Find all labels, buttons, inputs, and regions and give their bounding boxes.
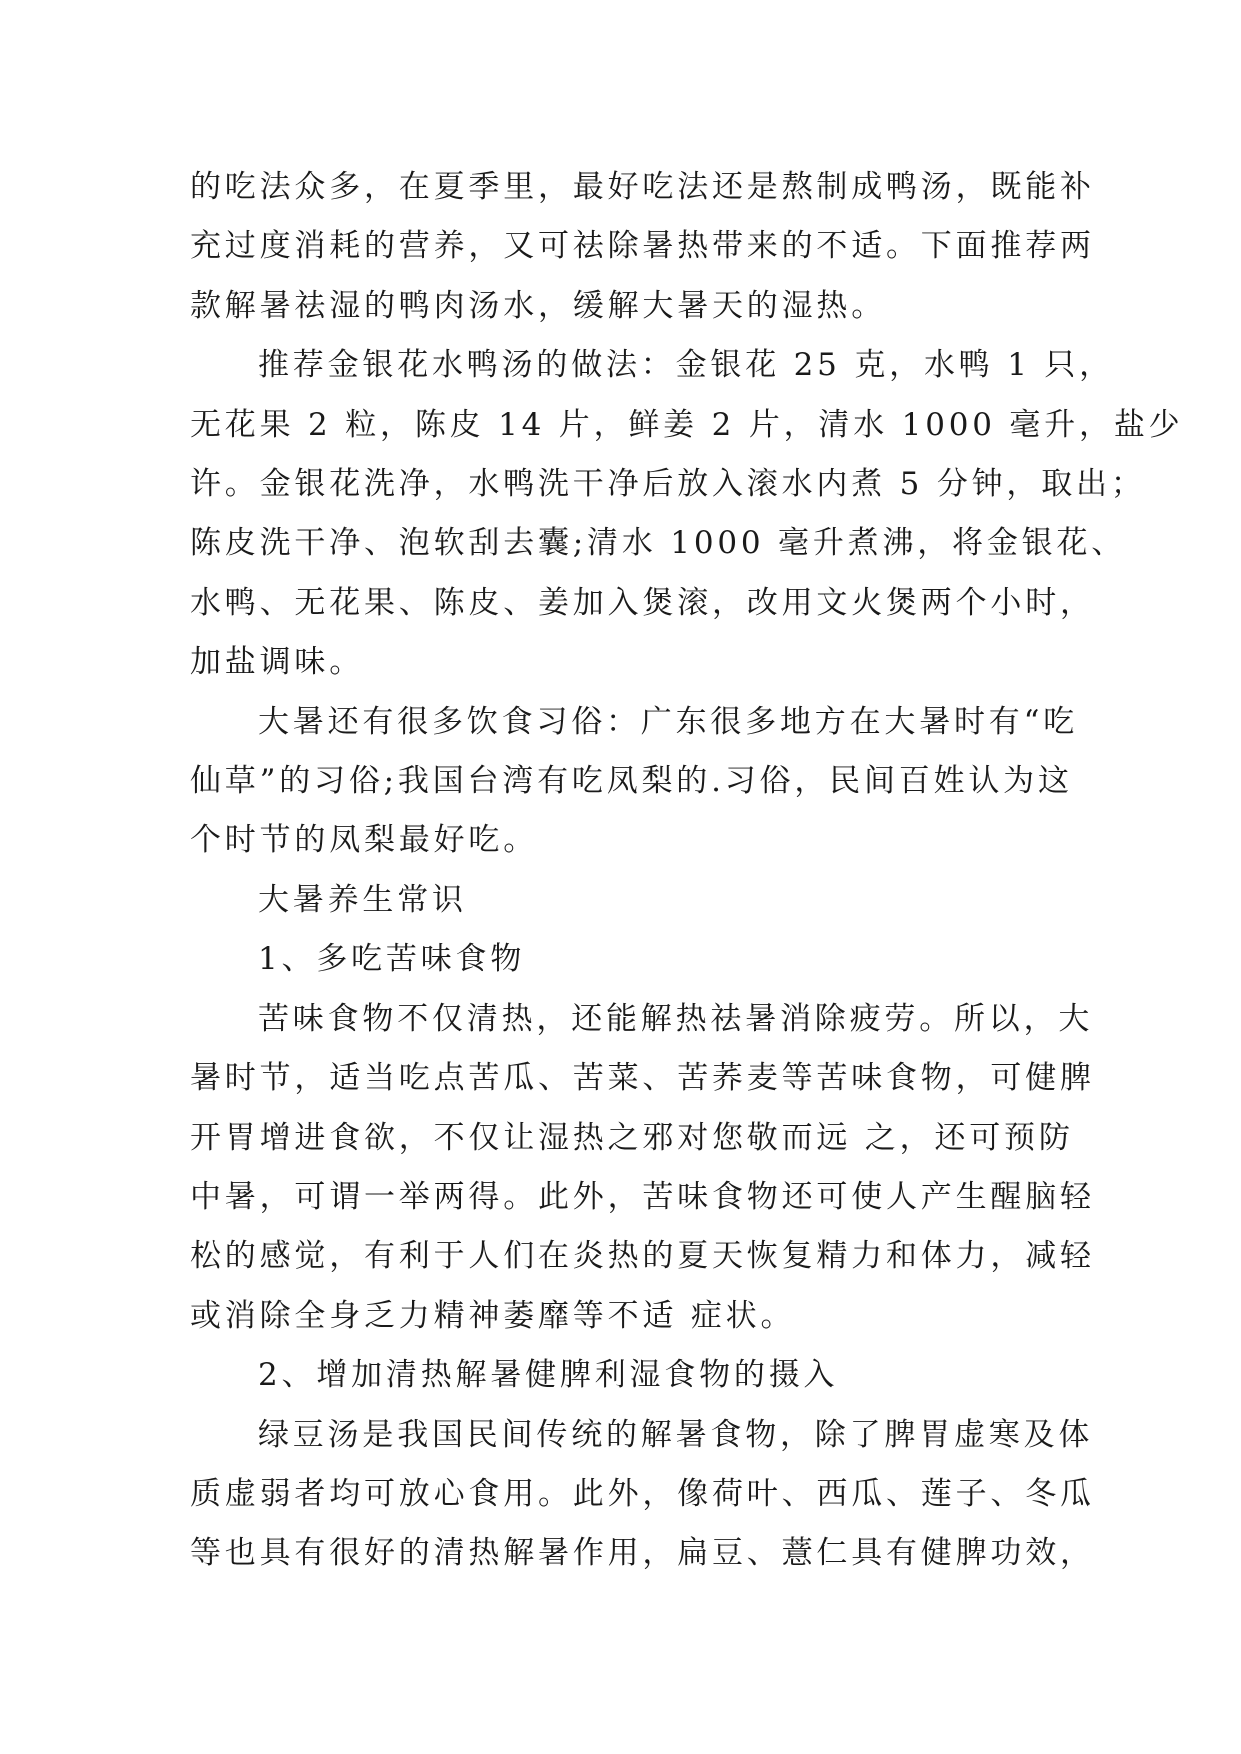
section-heading: 大暑养生常识 <box>258 881 467 918</box>
text-line: 加盐调味。 <box>190 644 364 681</box>
text-line: 开胃增进食欲，不仅让湿热之邪对您敬而远 之，还可预防 <box>190 1119 1074 1156</box>
text-line: 松的感觉，有利于人们在炎热的夏天恢复精力和体力，减轻 <box>190 1238 1095 1275</box>
text-line: 水鸭、无花果、陈皮、姜加入煲滚，改用文火煲两个小时， <box>190 584 1095 621</box>
text-line: 充过度消耗的营养，又可祛除暑热带来的不适。下面推荐两 <box>190 228 1095 265</box>
text-line: 等也具有很好的清热解暑作用，扁豆、薏仁具有健脾功效， <box>190 1535 1095 1572</box>
text-line: 个时节的凤梨最好吃。 <box>190 822 538 859</box>
text-line: 暑时节，适当吃点苦瓜、苦菜、苦荞麦等苦味食物，可健脾 <box>190 1060 1095 1097</box>
text-line: 质虚弱者均可放心食用。此外，像荷叶、西瓜、莲子、冬瓜 <box>190 1475 1095 1512</box>
text-line: 仙草”的习俗;我国台湾有吃凤梨的.习俗，民间百姓认为这 <box>190 763 1073 800</box>
subsection-heading: 1、多吃苦味食物 <box>258 941 526 978</box>
text-line: 无花果 2 粒，陈皮 14 片，鲜姜 2 片，清水 1000 毫升，盐少 <box>190 406 1184 443</box>
paragraph-first-line: 苦味食物不仅清热，还能解热祛暑消除疲劳。所以，大 <box>258 1000 1094 1037</box>
paragraph-first-line: 推荐金银花水鸭汤的做法：金银花 25 克，水鸭 1 只， <box>258 347 1114 384</box>
text-line: 许。金银花洗净，水鸭洗干净后放入滚水内煮 5 分钟，取出； <box>190 466 1146 503</box>
paragraph-first-line: 大暑还有很多饮食习俗：广东很多地方在大暑时有“吃 <box>258 703 1079 740</box>
subsection-heading: 2、增加清热解暑健脾利湿食物的摄入 <box>258 1357 839 1394</box>
text-line: 中暑，可谓一举两得。此外，苦味食物还可使人产生醒脑轻 <box>190 1178 1095 1215</box>
document-body <box>190 158 1184 1584</box>
text-line: 陈皮洗干净、泡软刮去囊;清水 1000 毫升煮沸，将金银花、 <box>190 525 1127 562</box>
text-line: 的吃法众多，在夏季里，最好吃法还是熬制成鸭汤，既能补 <box>190 169 1095 205</box>
text-line: 或消除全身乏力精神萎靡等不适 症状。 <box>190 1297 796 1334</box>
paragraph-first-line: 绿豆汤是我国民间传统的解暑食物，除了脾胃虚寒及体 <box>258 1416 1094 1453</box>
text-line: 款解暑祛湿的鸭肉汤水，缓解大暑天的湿热。 <box>190 287 886 324</box>
